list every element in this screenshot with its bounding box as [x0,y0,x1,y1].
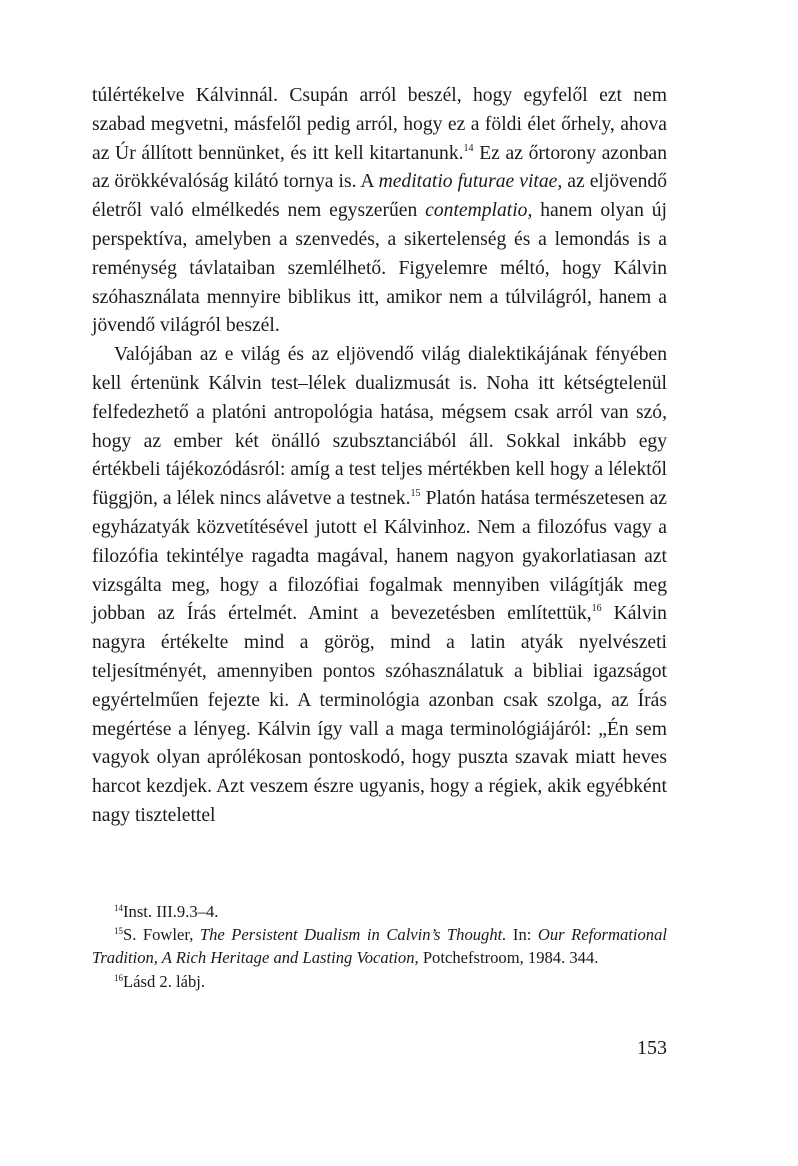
footnote-ref-16[interactable]: 16 [591,603,602,615]
paragraph-1: túlértékelve Kálvinnál. Csupán arról beszél, hogy egyfelől ezt nem szabad megvetni, másfelől pedig arról, hogy ez a földi élet őrhely, ahova az Úr állított bennünket, és itt kell kitartanunk.$^{14}$ Ez az őrtorony azonban az örökkévalóság kilátó tornya is. A meditatio futurae vitae, az eljövendő életről való elmélkedés nem egyszerűen contemplatio, hanem olyan új perspektíva, amelyben a szenvedés, a sikertelenség és a lemondás is a reménység távlataiban szemlélhető. Figyelemre méltó, hogy Kálvin szóhasználata mennyire biblikus itt, amikor nem a túlvilágról, hanem a jövendő világról beszél. [92,85,668,337]
footnote-ref-14[interactable]: 14 [463,142,474,154]
paragraph-2: Valójában az e világ és az eljövendő világ dialektikájának fényében kell értenünk Kálvin test–lélek dualizmusát is. Noha itt kétségtelenül felfedezhető a platóni antropológia hatása, mégsem csak arról van szó, hogy az ember két önálló szubsztanciából áll. Sokkal inkább egy értékbeli tájékozódásról: amíg a test teljes mértékben kell hogy a lélektől függjön, a lélek nincs alávetve a testnek.$^{15}$ Platón hatása természetesen az egyházatyák közvetítésével jutott el Kálvinhoz. Nem a filozófus vagy a filozófia tekintélye ragadta magával, hanem nagyon gyakorlatiasan azt vizsgálta meg, hogy a filozófiai fogalmak mennyiben világítják meg jobban az Írás értelmét. Amint a bevezetésben említettük,$^{16}$ Kálvin nagyra értékelte mind a görög, mind a latin atyák nyelvészeti teljesítményét, amennyiben pontos szóhasználatuk a bibliai igazságot egyértelműen fejezte ki. A terminológia azonban csak szolga, az Írás megértése a lényeg. Kálvin így vall a maga terminológiájáról: „Én sem vagyok olyan aprólékosan pontoskodó, hogy puszta szavak miatt heves harcot kezdjek. Azt veszem észre ugyanis, hogy a régiek, akik egyébként nagy tisztelettel [92,344,667,826]
footnote-14: $^{14}$Inst. III.9.3–4. [114,902,219,921]
footnote-16: $^{16}$Lásd 2. lábj. [114,971,206,991]
main-text [92,82,667,831]
page-number: 153 [637,1037,667,1059]
footnote-15: $^{15}$S. Fowler, The Persistent Dualism in Calvin’s Thought. In: Our Reformational Tradition, A Rich Heritage and Lasting Vocation, Potchefstroom, 1984. 344. [92,925,667,968]
footnote-ref-15[interactable]: 15 [410,488,421,500]
footnotes [92,900,667,993]
